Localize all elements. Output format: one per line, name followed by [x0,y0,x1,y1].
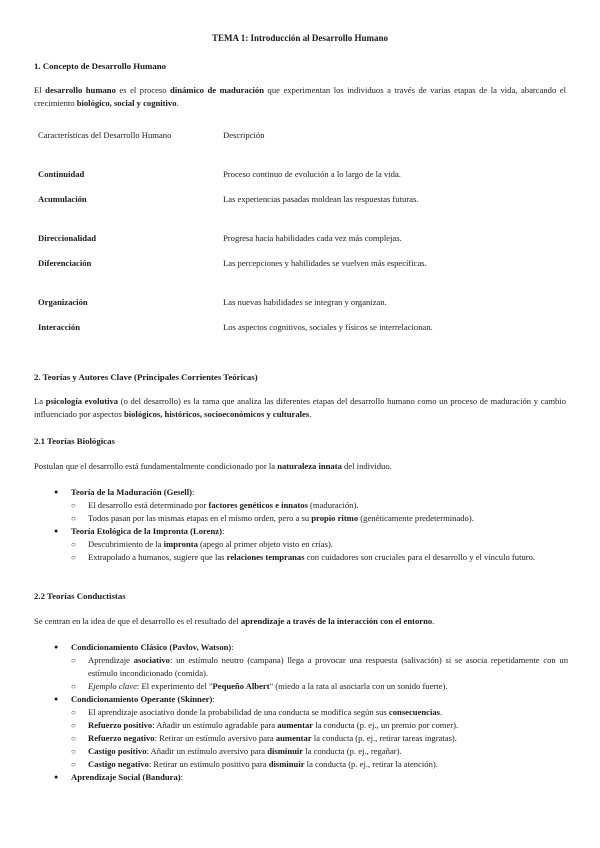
list-item: ○ Extrapolado a humanos, sugiere que las relaciones tempranas con cuidadores son cruciales para el desarrollo y el vínculo futuro. [71,551,568,564]
table-row-term: Continuidad [38,169,85,179]
behavioral-theories-list [54,641,568,784]
table-row-desc: Progresa hacia habilidades cada vez más complejas. [223,233,402,243]
section-2-heading: 2. Teorías y Autores Clave (Principales Corrientes Teóricas) [34,372,258,382]
table-row-desc: Los aspectos cognitivos, sociales y físicos se interrelacionan. [223,322,433,332]
section-2-1-paragraph: Postulan que el desarrollo está fundamentalmente condicionado por la naturaleza innata del individuo. [34,461,392,471]
section-2-2-paragraph: Se centran en la idea de que el desarrollo es el resultado del aprendizaje a través de la interacción con el entorno. [34,616,435,626]
section-2-paragraph: La psicología evolutiva (o del desarrollo) es la rama que analiza las diferentes etapas del desarrollo humano como un proceso de maduración y cambio influenciado por aspectos biológicos, históricos, socioeconómicos y culturales. [34,396,566,419]
list-item: ○ Aprendizaje asociativo: un estímulo neutro (campana) llega a provocar una respuesta (salivación) si se asocia repetidamente con un estímulo incondicionado (comida). [71,654,568,680]
list-item: ● Condicionamiento Operante (Skinner): [54,693,568,706]
list-item: ● Condicionamiento Clásico (Pavlov, Watson): [54,641,568,654]
section-2-2-heading: 2.2 Teorías Conductistas [34,591,126,601]
list-item: ○ Ejemplo clave: El experimento del "Pequeño Albert" (miedo a la rata al asociarla con un sonido fuerte). [71,680,568,693]
list-item: ○ Refuerzo negativo: Retirar un estímulo aversivo para aumentar la conducta (p. ej., retirar tareas ingratas). [71,732,568,745]
list-item: ○ Descubrimiento de la impronta (apego al primer objeto visto en crías). [71,538,568,551]
table-row-term: Interacción [38,322,81,332]
list-item: ○ Castigo positivo: Añadir un estímulo aversivo para disminuir la conducta (p. ej., regañar). [71,745,568,758]
table-header-description: Descripción [223,130,265,140]
list-item: ○ Refuerzo positivo: Añadir un estímulo agradable para aumentar la conducta (p. ej., un premio por comer). [71,719,568,732]
table-row-desc: Las percepciones y habilidades se vuelven más específicas. [223,258,427,268]
biological-theories-list [54,486,568,564]
table-header-characteristics: Características del Desarrollo Humano [38,130,172,140]
table-row-term: Direccionalidad [38,233,97,243]
page-title: TEMA 1: Introducción al Desarrollo Humano [212,33,388,43]
list-item: ○ El aprendizaje asociativo donde la probabilidad de una conducta se modifica según sus consecuencias. [71,706,568,719]
table-row-desc: Proceso continuo de evolución a lo largo de la vida. [223,169,401,179]
list-item: ○ Todos pasan por las mismas etapas en el mismo orden, pero a su propio ritmo (genéticamente predeterminado). [71,512,568,525]
section-2-1-heading: 2.1 Teorías Biológicas [34,436,115,446]
list-item: ● Teoría de la Maduración (Gesell): [54,486,568,499]
list-item: ○ Castigo negativo: Retirar un estímulo positivo para disminuir la conducta (p. ej., retirar la atención). [71,758,568,771]
table-row-term: Organización [38,297,88,307]
section-1-paragraph: El desarrollo humano es el proceso dinámico de maduración que experimentan los individuos a través de varias etapas de la vida, abarcando el crecimiento biológico, social y cognitivo. [34,85,566,108]
list-item: ● Aprendizaje Social (Bandura): [54,771,568,784]
table-row-desc: Las experiencias pasadas moldean las respuestas futuras. [223,194,419,204]
list-item: ● Teoría Etológica de la Impronta (Lorenz): [54,525,568,538]
list-item: ○ El desarrollo está determinado por factores genéticos e innatos (maduración). [71,499,568,512]
table-row-term: Diferenciación [38,258,92,268]
section-1-heading: 1. Concepto de Desarrollo Humano [34,61,167,71]
table-row-desc: Las nuevas habilidades se integran y organizan. [223,297,387,307]
table-row-term: Acumulación [38,194,87,204]
